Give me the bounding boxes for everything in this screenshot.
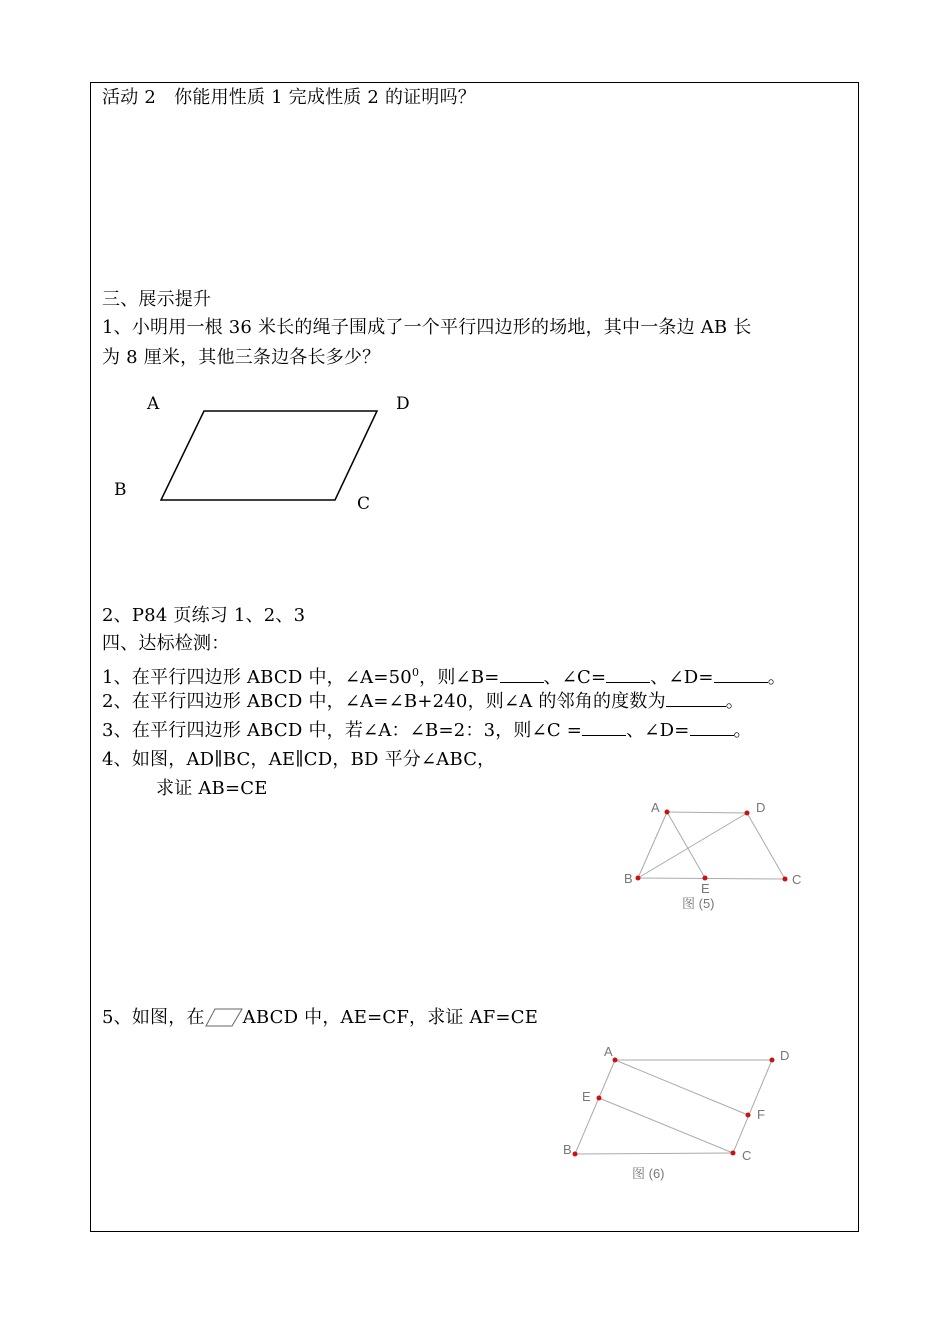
- fig5-label-c: C: [792, 872, 802, 887]
- parallelogram-symbol-icon: [205, 1007, 243, 1027]
- fig6-segment-ec: [599, 1098, 733, 1153]
- fig6-segment-dc: [733, 1060, 772, 1153]
- fig5-label-d: D: [756, 800, 766, 815]
- question-4-4-line1: 4、如图，AD∥BC，AE∥CD，BD 平分∠ABC，: [102, 749, 496, 770]
- fig1-label-c: C: [357, 494, 371, 514]
- figure-6: [563, 1044, 789, 1181]
- question-4-5: 5、如图，在 ABCD 中，AE=CF，求证 AF=CE: [102, 1007, 539, 1028]
- fig1-label-d: D: [396, 394, 410, 414]
- fig1-parallelogram: [161, 411, 377, 500]
- question-4-1: 1、在平行四边形 ABCD 中，$\angle A=50^0$，则∠B= 、∠C= 、∠D= 。: [102, 666, 786, 688]
- fig6-point-b: [573, 1152, 578, 1157]
- fig6-segment-af: [615, 1060, 748, 1115]
- figure-5: [624, 800, 801, 911]
- fig5-point-d: [745, 811, 750, 816]
- question-3-2: 2、P84 页练习 1、2、3: [102, 605, 306, 626]
- fig6-label-e: E: [582, 1089, 591, 1104]
- fig5-label-e: E: [701, 881, 710, 896]
- question-3-1-line1: 1、小明用一根 36 米长的绳子围成了一个平行四边形的场地，其中一条边 AB 长: [102, 317, 752, 338]
- fig6-segment-ab: [575, 1060, 615, 1154]
- fig5-segment-dc: [747, 813, 785, 879]
- answer-blank-angle-d[interactable]: [690, 719, 734, 736]
- fig5-point-a: [665, 810, 670, 815]
- fig6-label-d: D: [780, 1048, 790, 1063]
- question-4-2: 2、在平行四边形 ABCD 中，∠A=∠B+240，则∠A 的邻角的度数为 。: [102, 691, 744, 712]
- activity2-text: 活动 2 你能用性质 1 完成性质 2 的证明吗？: [102, 87, 476, 108]
- answer-blank-angle-c[interactable]: [582, 719, 626, 736]
- fig6-caption: 图 (6): [632, 1166, 665, 1181]
- answer-blank-adjacent-angle[interactable]: [666, 690, 726, 707]
- fig6-label-a: A: [604, 1044, 613, 1059]
- question-3-1-line2: 为 8 厘米，其他三条边各长多少？: [102, 347, 381, 368]
- section4-heading: 四、达标检测：: [102, 633, 230, 654]
- fig5-point-e: [703, 876, 708, 881]
- fig5-segment-ad: [667, 812, 747, 813]
- fig6-point-f: [746, 1113, 751, 1118]
- question-4-4-line2: 求证 AB=CE: [156, 778, 268, 799]
- fig1-label-a: A: [147, 394, 160, 414]
- answer-blank-c[interactable]: [606, 666, 650, 683]
- answer-blank-d[interactable]: [714, 666, 768, 683]
- fig1-label-b: B: [114, 480, 127, 500]
- fig6-label-b: B: [563, 1142, 572, 1157]
- fig5-label-b: B: [624, 871, 633, 886]
- fig5-segment-bc: [638, 878, 785, 879]
- fig6-segment-bc: [575, 1153, 733, 1154]
- fig5-segment-bd: [638, 813, 747, 878]
- fig5-point-b: [636, 876, 641, 881]
- fig5-segment-ab: [638, 812, 667, 878]
- fig6-label-c: C: [742, 1148, 752, 1163]
- answer-blank-b[interactable]: [500, 666, 544, 683]
- fig5-segment-ae: [667, 812, 705, 878]
- fig5-point-c: [783, 877, 788, 882]
- fig5-label-a: A: [651, 800, 660, 815]
- question-4-3: 3、在平行四边形 ABCD 中，若∠A：∠B=2：3，则∠C = 、∠D= 。: [102, 720, 752, 741]
- fig5-caption: 图 (5): [682, 896, 715, 911]
- fig6-point-a: [613, 1058, 618, 1063]
- fig6-label-f: F: [757, 1107, 765, 1122]
- section3-heading: 三、展示提升: [102, 289, 212, 310]
- fig6-point-c: [731, 1151, 736, 1156]
- fig6-point-d: [770, 1058, 775, 1063]
- fig6-point-e: [597, 1096, 602, 1101]
